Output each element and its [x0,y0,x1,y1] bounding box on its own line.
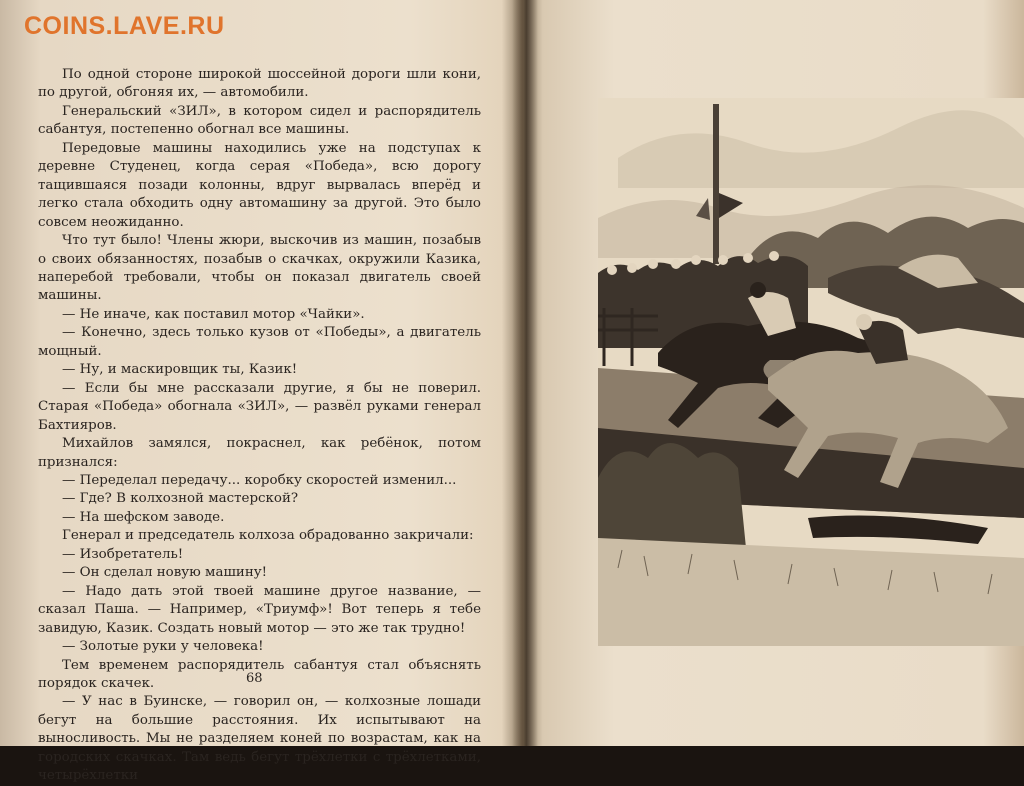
paragraph: Передовые машины находились уже на подступах к деревне Студенец, когда серая «Победа», всю дорогу тащившаяся позади колонны, вдруг вырвалась вперёд и легко стала обходить одну автомашину за другой. Это было совсем неожиданно. [38,140,481,230]
paragraph: Тем временем распорядитель сабантуя стал объяснять порядок скачек. [38,657,481,691]
paragraph: — На шефском заводе. [62,509,225,525]
paragraph: — Если бы мне рассказали другие, я бы не поверил. Старая «Победа» обогнала «ЗИЛ», — развёл руками генерал Бахтияров. [38,380,481,433]
paragraph: Генерал и председатель колхоза обрадованно закричали: [62,528,474,544]
paragraph: — Переделал передачу... коробку скоростей изменил... [62,472,457,488]
paragraph: По одной стороне широкой шоссейной дороги шли кони, по другой, обгоняя их, — автомобили. [38,67,481,101]
paragraph: — Изобретатель! [62,546,184,562]
paragraph: — Надо дать этой твоей машине другое название, — сказал Паша. — Например, «Триумф»! Вот теперь я тебе завидую, Казик. Создать новый мотор — это же так трудно! [38,583,481,636]
paragraph: Михайлов замялся, покраснел, как ребёнок, потом признался: [38,436,481,470]
book-gutter [512,0,538,746]
paragraph: — Не иначе, как поставил мотор «Чайки». [62,306,365,322]
paragraph: — Ну, и маскировщик ты, Казик! [62,362,298,378]
paragraph: Генеральский «ЗИЛ», в котором сидел и распорядитель сабантуя, постепенно обогнал все машины. [38,103,481,138]
paragraph: Что тут было! Члены жюри, выскочив из машин, позабыв о своих обязанностях, позабыв о скачках, окружили Казика, наперебой требовали, чтобы он показал двигатель своей машины. [38,233,481,304]
paragraph: — Золотые руки у человека! [62,639,264,655]
paragraph: — Он сделал новую машину! [62,565,268,581]
paragraph: — У нас в Буинске, — говорил он, — колхозные лошади бегут на большие расстояния. Их испытывают на выносливость. Мы не разделяем коней по возрастам, как на городских скачках. Там ведь бегут трёхлетки с трёхлетками, четырёхлетки [38,694,481,784]
paragraph: — Конечно, здесь только кузов от «Победы», а двигатель мощный. [38,325,481,359]
horse-race-illustration [598,98,1024,646]
paragraph: — Где? В колхозной мастерской? [62,491,299,507]
site-watermark: COINS.LAVE.RU [24,12,225,40]
page-number: 68 [246,671,263,686]
